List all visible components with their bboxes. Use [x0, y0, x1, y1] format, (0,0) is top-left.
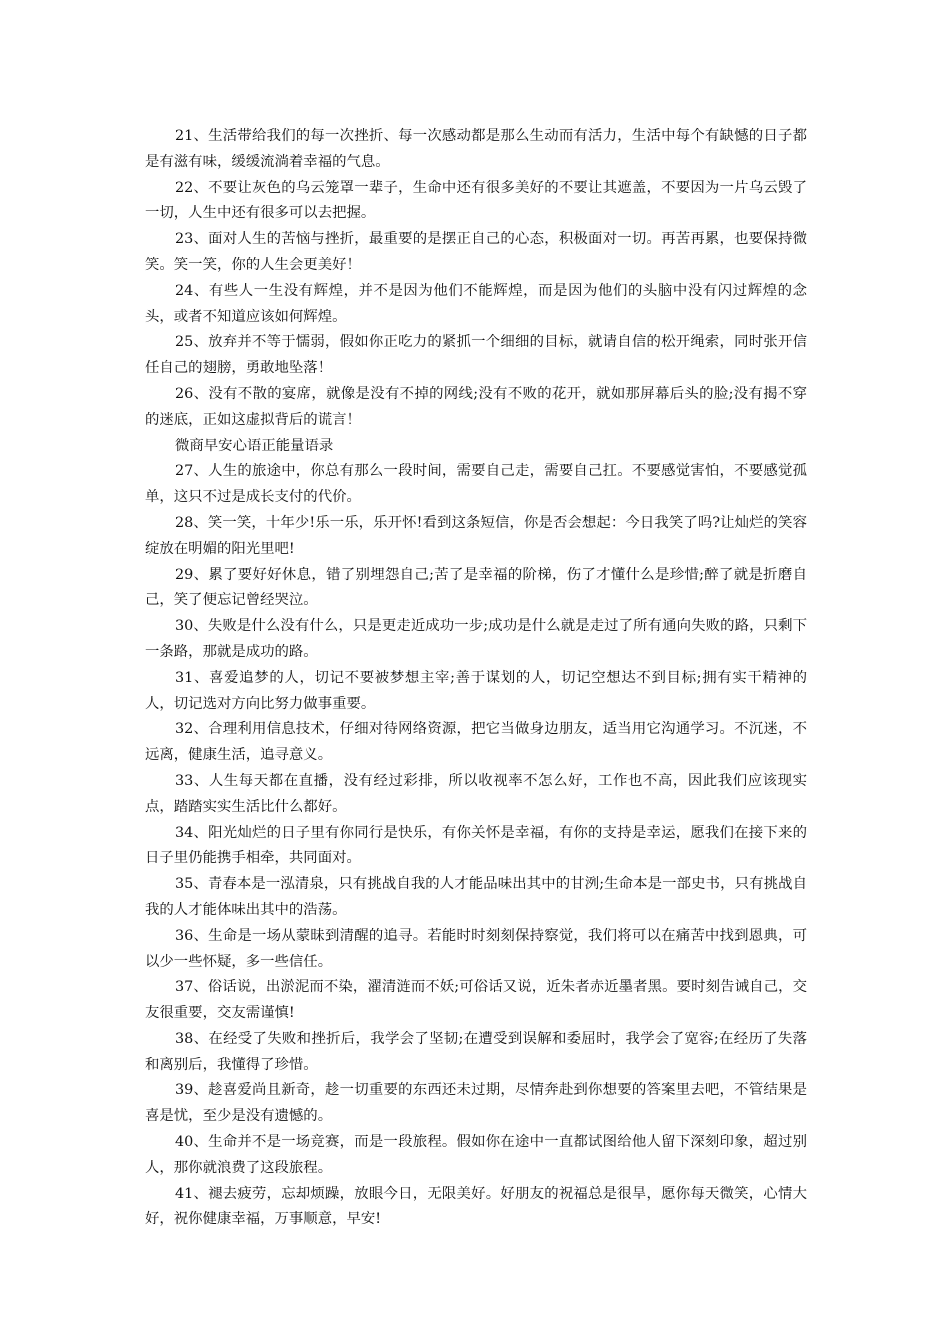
section-heading: 微商早安心语正能量语录	[175, 437, 334, 454]
quote-39: 39、趁喜爱尚且新奇，趁一切重要的东西还未过期，尽情奔赴到你想要的答案里去吧，不管结果是喜是忧，至少是没有遗憾的。	[145, 1082, 807, 1125]
quote-35: 35、青春本是一泓清泉，只有挑战自我的人才能品味出其中的甘洌;生命本是一部史书，只有挑战自我的人才能体味出其中的浩荡。	[145, 876, 807, 918]
quote-24: 24、有些人一生没有辉煌，并不是因为他们不能辉煌，而是因为他们的头脑中没有闪过辉煌的念头，或者不知道应该如何辉煌。	[145, 282, 807, 325]
quote-26: 26、没有不散的宴席，就像是没有不掉的网线;没有不败的花开，就如那屏幕后头的脸;没有揭不穿的迷底，正如这虚拟背后的谎言！	[145, 385, 807, 428]
quote-29: 29、累了要好好休息，错了别埋怨自己;苦了是幸福的阶梯，伤了才懂什么是珍惜;醉了就是折磨自己，笑了便忘记曾经哭泣。	[145, 566, 807, 609]
quote-33: 33、人生每天都在直播，没有经过彩排，所以收视率不怎么好，工作也不高，因此我们应该现实点，踏踏实实生活比什么都好。	[145, 772, 807, 815]
quote-25: 25、放弃并不等于懦弱，假如你正吃力的紧抓一个细细的目标，就请自信的松开绳索，同时张开信任自己的翅膀，勇敢地坠落！	[145, 334, 807, 377]
quote-28: 28、笑一笑，十年少!乐一乐，乐开怀!看到这条短信，你是否会想起：今日我笑了吗?让灿烂的笑容绽放在明媚的阳光里吧!	[145, 514, 807, 557]
quote-30: 30、失败是什么没有什么，只是更走近成功一步;成功是什么就是走过了所有通向失败的路，只剩下一条路，那就是成功的路。	[145, 618, 807, 660]
quote-21: 21、生活带给我们的每一次挫折、每一次感动都是那么生动而有活力，生活中每个有缺憾的日子都是有滋有味，缓缓流淌着幸福的气息。	[145, 128, 807, 170]
quote-32: 32、合理利用信息技术，仔细对待网络资源，把它当做身边朋友，适当用它沟通学习。不沉迷，不远离，健康生活，追寻意义。	[145, 721, 807, 764]
quote-27: 27、人生的旅途中，你总有那么一段时间，需要自己走，需要自己扛。不要感觉害怕，不要感觉孤单，这只不过是成长支付的代价。	[145, 463, 807, 506]
quote-23: 23、面对人生的苦恼与挫折，最重要的是摆正自己的心态，积极面对一切。再苦再累，也要保持微笑。笑一笑，你的人生会更美好！	[145, 231, 807, 273]
quote-41: 41、褪去疲劳，忘却烦躁，放眼今日，无限美好。好朋友的祝福总是很旱，愿你每天微笑，心情大好，祝你健康幸福，万事顺意，早安!	[145, 1185, 807, 1228]
quote-34: 34、阳光灿烂的日子里有你同行是快乐，有你关怀是幸福，有你的支持是幸运，愿我们在接下来的日子里仍能携手相牵，共同面对。	[145, 824, 807, 867]
quote-36: 36、生命是一场从蒙昧到清醒的追寻。若能时时刻刻保持察觉，我们将可以在痛苦中找到恩典，可以少一些怀疑，多一些信任。	[145, 927, 807, 970]
quote-37: 37、俗话说，出淤泥而不染，濯清涟而不妖;可俗话又说，近朱者赤近墨者黑。要时刻告诫自己，交友很重要，交友需谨慎!	[145, 979, 807, 1022]
quote-38: 38、在经受了失败和挫折后，我学会了坚韧;在遭受到误解和委屈时，我学会了宽容;在经历了失落和离别后，我懂得了珍惜。	[145, 1030, 807, 1073]
quote-31: 31、喜爱追梦的人，切记不要被梦想主宰;善于谋划的人，切记空想达不到目标;拥有实干精神的人，切记选对方向比努力做事重要。	[145, 669, 807, 712]
quote-22: 22、不要让灰色的乌云笼罩一辈子，生命中还有很多美好的不要让其遮盖，不要因为一片乌云毁了一切，人生中还有很多可以去把握。	[145, 179, 807, 222]
document-page	[145, 124, 807, 1233]
quote-40: 40、生命并不是一场竞赛，而是一段旅程。假如你在途中一直都试图给他人留下深刻印象，超过别人，那你就浪费了这段旅程。	[145, 1134, 807, 1176]
